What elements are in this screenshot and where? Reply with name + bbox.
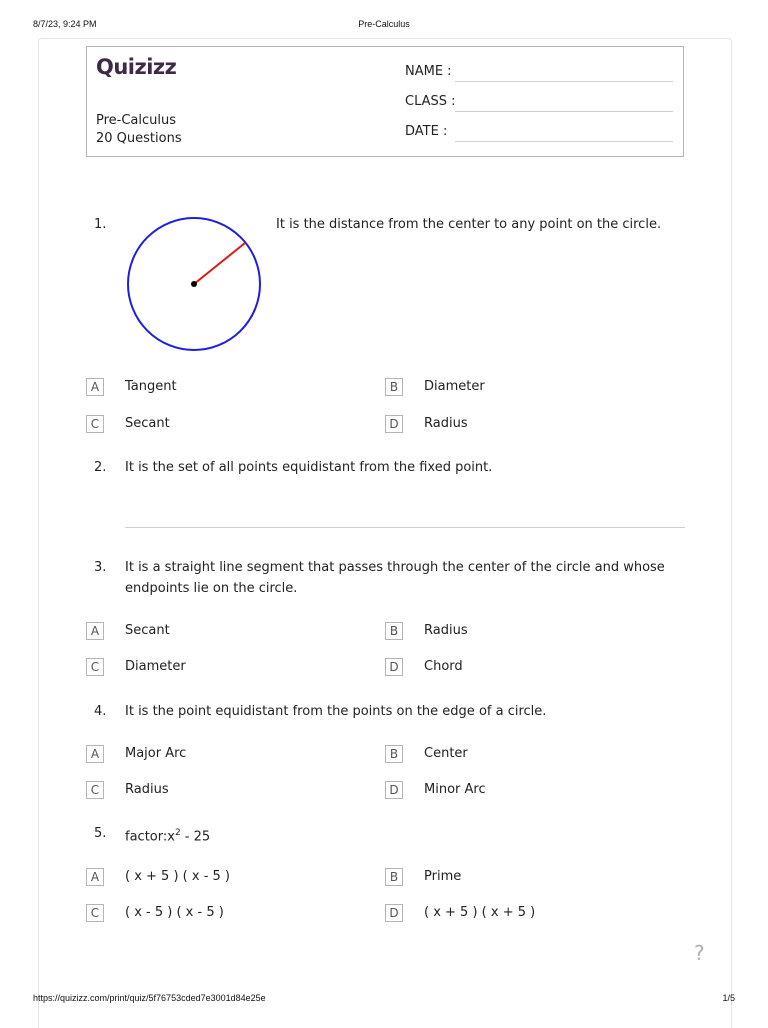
q4-option-c-letter[interactable]: C	[86, 781, 104, 799]
question-1-text: It is the distance from the center to any point on the circle.	[276, 217, 662, 232]
q1-option-d-text[interactable]: Radius	[424, 416, 468, 431]
q3-option-c-text[interactable]: Diameter	[125, 659, 186, 674]
name-line	[455, 81, 673, 82]
radius-line	[194, 243, 245, 284]
q1-option-a-letter[interactable]: A	[86, 378, 104, 396]
q3-option-a-text[interactable]: Secant	[125, 623, 170, 638]
q5-option-a-text[interactable]: ( x + 5 ) ( x - 5 )	[125, 869, 230, 884]
q4-option-c-text[interactable]: Radius	[125, 782, 169, 797]
q1-option-b-letter[interactable]: B	[385, 378, 403, 396]
print-url: https://quizizz.com/print/quiz/5f76753cded7e3001d84e25e	[33, 993, 266, 1003]
print-page-number: 1/5	[722, 993, 735, 1003]
q5-option-b-text[interactable]: Prime	[424, 869, 462, 884]
question-2-text: It is the set of all points equidistant from the fixed point.	[125, 460, 493, 475]
q4-option-a-letter[interactable]: A	[86, 745, 104, 763]
quizizz-logo: Quizizz	[96, 55, 177, 79]
q1-option-b-text[interactable]: Diameter	[424, 379, 485, 394]
q5-option-a-letter[interactable]: A	[86, 868, 104, 886]
print-title: Pre-Calculus	[358, 19, 410, 29]
class-line	[455, 111, 673, 112]
q4-option-d-letter[interactable]: D	[385, 781, 403, 799]
q5-option-d-text[interactable]: ( x + 5 ) ( x + 5 )	[424, 905, 536, 920]
date-line	[455, 141, 673, 142]
answer-line[interactable]	[125, 527, 685, 528]
date-label: DATE :	[405, 124, 448, 139]
q5-option-b-letter[interactable]: B	[385, 868, 403, 886]
print-datetime: 8/7/23, 9:24 PM	[33, 19, 97, 29]
q5-option-c-text[interactable]: ( x - 5 ) ( x - 5 )	[125, 905, 224, 920]
center-point	[191, 281, 197, 287]
q3-option-b-letter[interactable]: B	[385, 622, 403, 640]
q3-option-b-text[interactable]: Radius	[424, 623, 468, 638]
q1-option-c-text[interactable]: Secant	[125, 416, 170, 431]
q5-exponent: 2	[174, 828, 181, 838]
question-1-number: 1.	[94, 217, 107, 232]
q4-option-d-text[interactable]: Minor Arc	[424, 782, 486, 797]
q5-option-c-letter[interactable]: C	[86, 904, 104, 922]
question-5-text	[125, 823, 665, 847]
question-5-number: 5.	[94, 826, 107, 841]
q3-option-d-letter[interactable]: D	[385, 658, 403, 676]
circle-radius-figure	[122, 212, 268, 358]
q4-option-a-text[interactable]: Major Arc	[125, 746, 187, 761]
q4-option-b-text[interactable]: Center	[424, 746, 468, 761]
question-4-number: 4.	[94, 704, 107, 719]
q5-option-d-letter[interactable]: D	[385, 904, 403, 922]
quiz-title: Pre-Calculus	[96, 113, 177, 128]
q3-option-a-letter[interactable]: A	[86, 622, 104, 640]
q1-option-c-letter[interactable]: C	[86, 415, 104, 433]
q1-option-a-text[interactable]: Tangent	[125, 379, 177, 394]
q5-text-prefix: factor:x	[125, 829, 175, 845]
q4-option-b-letter[interactable]: B	[385, 745, 403, 763]
q5-text-suffix: - 25	[180, 829, 211, 845]
q3-option-d-text[interactable]: Chord	[424, 659, 463, 674]
class-label: CLASS :	[405, 94, 456, 109]
name-label: NAME :	[405, 64, 452, 79]
worksheet-header	[86, 46, 684, 157]
question-3-text: It is a straight line segment that passes through the center of the circle and whose endpoints lie on the circle.	[125, 560, 665, 596]
question-count: 20 Questions	[96, 131, 182, 146]
q3-option-c-letter[interactable]: C	[86, 658, 104, 676]
question-mark-icon[interactable]: ?	[694, 941, 705, 965]
question-2-number: 2.	[94, 460, 107, 475]
q1-option-d-letter[interactable]: D	[385, 415, 403, 433]
question-3-number: 3.	[94, 560, 107, 575]
question-4-text: It is the point equidistant from the points on the edge of a circle.	[125, 704, 547, 719]
